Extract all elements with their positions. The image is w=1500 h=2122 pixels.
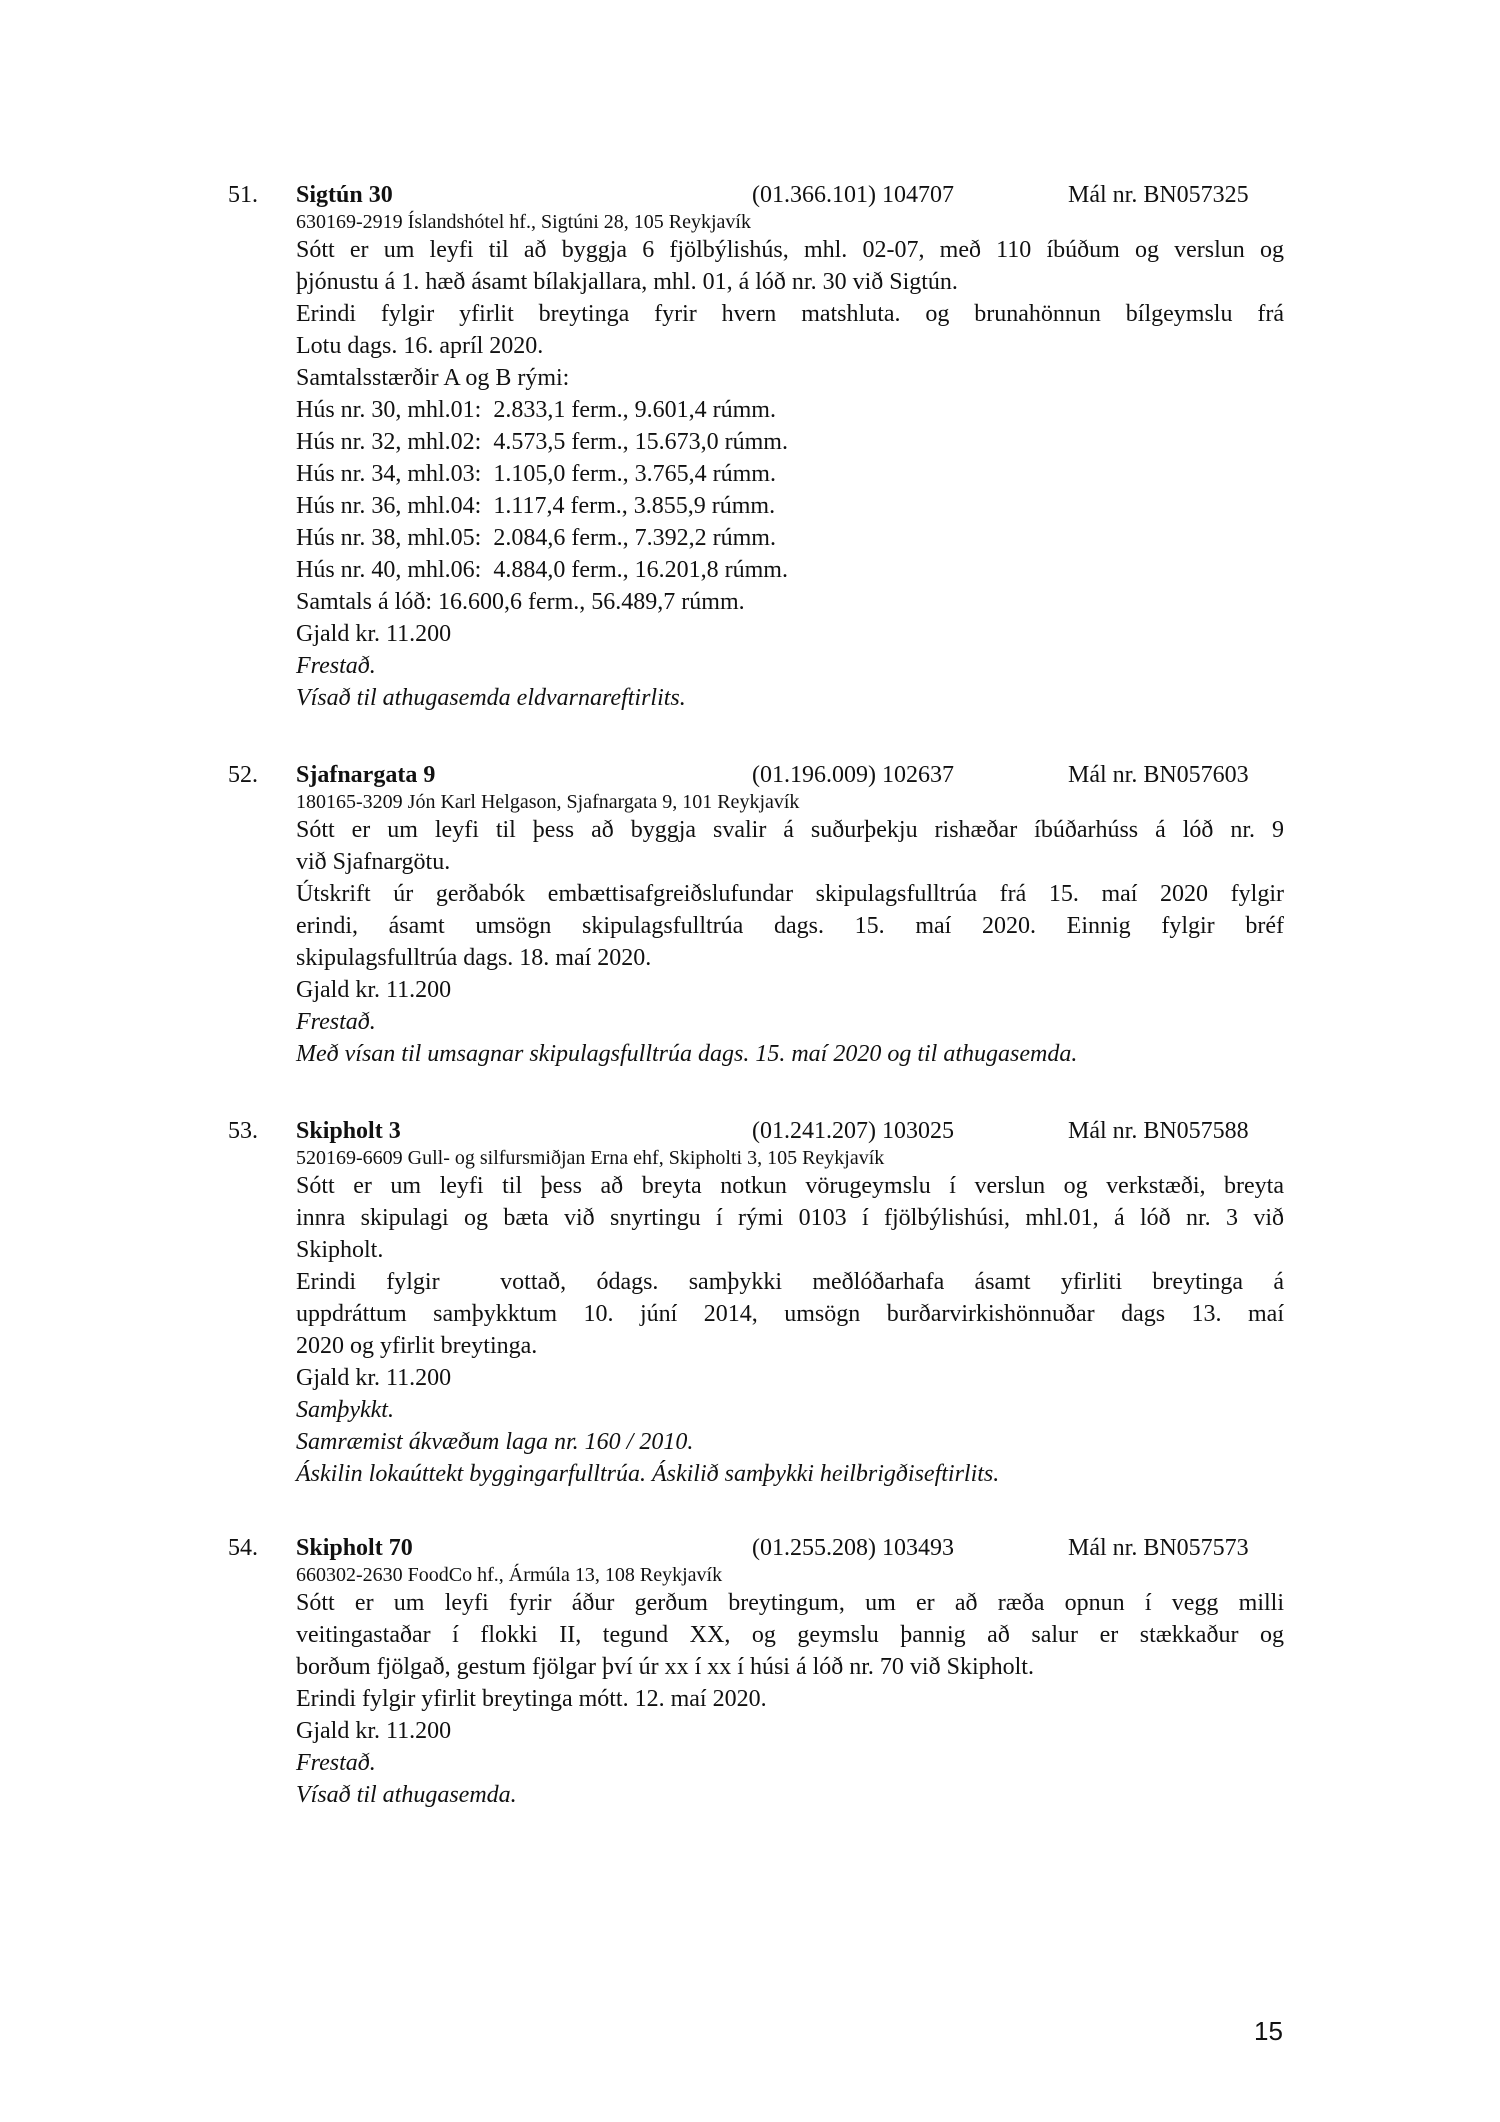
body-line: Erindi fylgir yfirlit breytinga fyrir hvern matshluta. og brunahönnun bílgeymslu frá [296,301,1284,327]
decision-note: Samræmist ákvæðum laga nr. 160 / 2010. [296,1429,694,1455]
body-line: Útskrift úr gerðabók embættisafgreiðslufundar skipulagsfulltrúa frá 15. maí 2020 fylgir [296,881,1284,907]
body-line: Sótt er um leyfi til þess að byggja svalir á suðurþekju rishæðar íbúðarhúss á lóð nr. 9 [296,817,1284,843]
body-line: við Sjafnargötu. [296,849,451,875]
body-line: veitingastaðar í flokki II, tegund XX, og geymslu þannig að salur er stækkaður og [296,1622,1284,1648]
entry-applicant: 520169-6609 Gull- og silfursmiðjan Erna ehf, Skipholti 3, 105 Reykjavík [296,1147,885,1169]
body-line: uppdráttum samþykktum 10. júní 2014, umsögn burðarvirkishönnuðar dags 13. maí [296,1301,1284,1327]
decision-line: Frestað. [296,1750,376,1776]
entry-body [296,234,1284,714]
decision-note: Með vísan til umsagnar skipulagsfulltrúa dags. 15. maí 2020 og til athugasemda. [296,1041,1078,1067]
decision-note: Vísað til athugasemda eldvarnareftirlits. [296,685,686,711]
body-line: þjónustu á 1. hæð ásamt bílakjallara, mhl. 01, á lóð nr. 30 við Sigtún. [296,269,958,295]
entry-property-code: (01.366.101) 104707 [752,182,954,208]
entry-header [228,1116,1284,1146]
entry-applicant: 660302-2630 FoodCo hf., Ármúla 13, 108 Reykjavík [296,1564,723,1586]
page-number: 15 [1254,2016,1283,2046]
entry-case-number: Mál nr. BN057588 [1068,1118,1249,1144]
entry-header [228,180,1284,210]
entry-address: Sjafnargata 9 [296,762,436,788]
decision-note: Vísað til athugasemda. [296,1782,517,1808]
entry-property-code: (01.241.207) 103025 [752,1118,954,1144]
body-line: innra skipulagi og bæta við snyrtingu í rými 0103 í fjölbýlishúsi, mhl.01, á lóð nr. 3 við [296,1205,1284,1231]
case-entry-54 [228,1533,1284,1811]
entry-applicant: 630169-2919 Íslandshótel hf., Sigtúni 28, 105 Reykjavík [296,211,751,233]
decision-line: Samþykkt. [296,1397,394,1423]
body-line: Hús nr. 34, mhl.03: 1.105,0 ferm., 3.765,4 rúmm. [296,461,776,487]
entry-body [296,814,1284,1070]
body-line: Sótt er um leyfi til að byggja 6 fjölbýlishús, mhl. 02-07, með 110 íbúðum og verslun og [296,237,1284,263]
entry-property-code: (01.196.009) 102637 [752,762,954,788]
entry-body [296,1587,1284,1811]
body-line: Hús nr. 30, mhl.01: 2.833,1 ferm., 9.601,4 rúmm. [296,397,776,423]
entry-address: Skipholt 3 [296,1118,401,1144]
entry-header [228,760,1284,790]
body-line: Erindi fylgir vottað, ódags. samþykki meðlóðarhafa ásamt yfirliti breytinga á [296,1269,1284,1295]
body-line: Samtalsstærðir A og B rými: [296,365,570,391]
entry-applicant: 180165-3209 Jón Karl Helgason, Sjafnargata 9, 101 Reykjavík [296,791,800,813]
fee-line: Gjald kr. 11.200 [296,1718,452,1744]
body-line: Sótt er um leyfi fyrir áður gerðum breytingum, um er að ræða opnun í vegg milli [296,1590,1284,1616]
body-line: Skipholt. [296,1237,384,1263]
entry-number: 51. [228,182,258,208]
decision-note: Áskilin lokaúttekt byggingarfulltrúa. Áskilið samþykki heilbrigðiseftirlits. [296,1461,1000,1487]
entry-number: 52. [228,762,258,788]
body-line: Hús nr. 32, mhl.02: 4.573,5 ferm., 15.673,0 rúmm. [296,429,788,455]
body-line: erindi, ásamt umsögn skipulagsfulltrúa dags. 15. maí 2020. Einnig fylgir bréf [296,913,1284,939]
entry-property-code: (01.255.208) 103493 [752,1535,954,1561]
entry-header [228,1533,1284,1563]
entry-case-number: Mál nr. BN057325 [1068,182,1249,208]
entry-body [296,1170,1284,1490]
body-line: Hús nr. 40, mhl.06: 4.884,0 ferm., 16.201,8 rúmm. [296,557,788,583]
body-line: Samtals á lóð: 16.600,6 ferm., 56.489,7 rúmm. [296,589,745,615]
body-line: borðum fjölgað, gestum fjölgar því úr xx í xx í húsi á lóð nr. 70 við Skipholt. [296,1654,1034,1680]
fee-line: Gjald kr. 11.200 [296,977,452,1003]
decision-line: Frestað. [296,1009,376,1035]
case-entry-52 [228,760,1284,1070]
entry-address: Skipholt 70 [296,1535,413,1561]
entry-number: 53. [228,1118,258,1144]
body-line: Sótt er um leyfi til þess að breyta notkun vörugeymslu í verslun og verkstæði, breyta [296,1173,1284,1199]
fee-line: Gjald kr. 11.200 [296,1365,452,1391]
fee-line: Gjald kr. 11.200 [296,621,452,647]
body-line: 2020 og yfirlit breytinga. [296,1333,538,1359]
case-entry-51 [228,180,1284,714]
case-entry-53 [228,1116,1284,1490]
body-line: Erindi fylgir yfirlit breytinga mótt. 12. maí 2020. [296,1686,767,1712]
entry-case-number: Mál nr. BN057573 [1068,1535,1249,1561]
body-line: Hús nr. 38, mhl.05: 2.084,6 ferm., 7.392,2 rúmm. [296,525,776,551]
decision-line: Frestað. [296,653,376,679]
entry-case-number: Mál nr. BN057603 [1068,762,1249,788]
body-line: Hús nr. 36, mhl.04: 1.117,4 ferm., 3.855,9 rúmm. [296,493,776,519]
entry-number: 54. [228,1535,258,1561]
entry-address: Sigtún 30 [296,182,393,208]
body-line: Lotu dags. 16. apríl 2020. [296,333,544,359]
body-line: skipulagsfulltrúa dags. 18. maí 2020. [296,945,652,971]
